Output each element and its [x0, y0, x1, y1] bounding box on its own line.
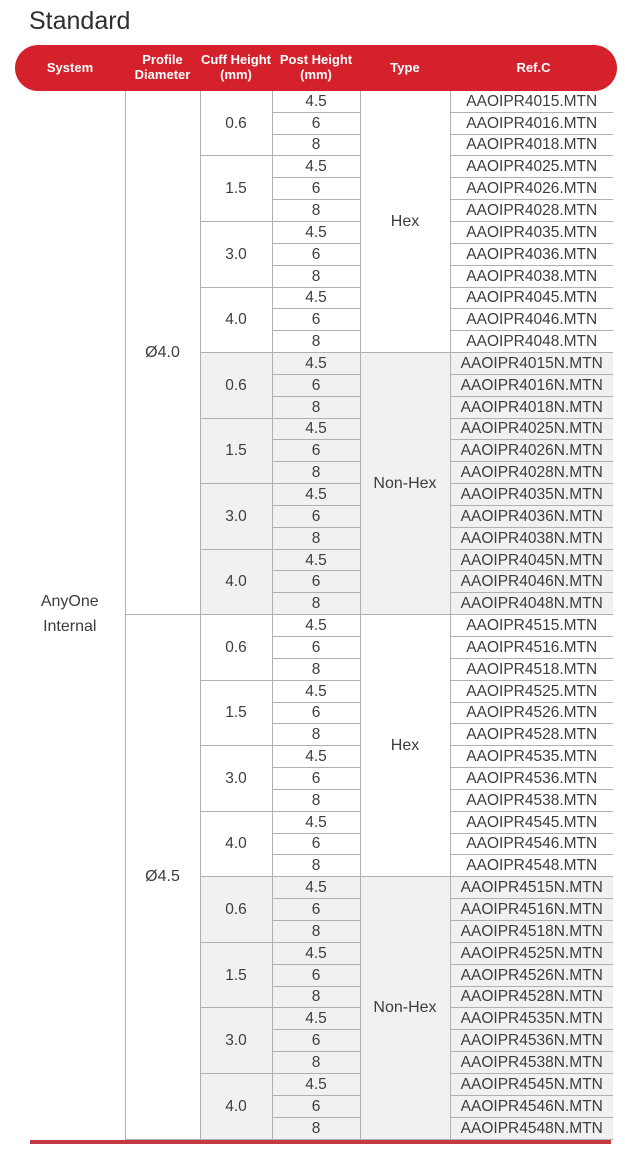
post-height-cell: 8: [272, 527, 360, 549]
system-cell: AnyOne Internal: [40, 593, 99, 636]
post-height-cell: 8: [272, 593, 360, 615]
ref-code-cell: AAOIPR4515N.MTN: [450, 877, 613, 899]
column-header-post-height: Post Height (mm): [279, 52, 353, 82]
post-height-cell: 6: [272, 768, 360, 790]
post-height-cell: 8: [272, 986, 360, 1008]
post-height-cell: 4.5: [272, 811, 360, 833]
cuff-height-cell: 3.0: [200, 221, 272, 287]
cuff-height-cell: 1.5: [200, 680, 272, 746]
type-cell: Hex: [360, 615, 450, 877]
ref-code-cell: AAOIPR4518.MTN: [450, 658, 613, 680]
ref-code-cell: AAOIPR4015.MTN: [450, 91, 613, 112]
post-height-cell: 6: [272, 899, 360, 921]
table-header-row: [15, 45, 617, 91]
catalog-table-body: [15, 91, 613, 1140]
ref-code-cell: AAOIPR4526.MTN: [450, 702, 613, 724]
ref-code-cell: AAOIPR4535N.MTN: [450, 1008, 613, 1030]
ref-code-cell: AAOIPR4035.MTN: [450, 221, 613, 243]
ref-code-cell: AAOIPR4515.MTN: [450, 615, 613, 637]
post-height-cell: 6: [272, 571, 360, 593]
ref-code-cell: AAOIPR4025N.MTN: [450, 418, 613, 440]
ref-code-cell: AAOIPR4536N.MTN: [450, 1030, 613, 1052]
ref-code-cell: AAOIPR4016.MTN: [450, 112, 613, 134]
post-height-cell: 4.5: [272, 287, 360, 309]
ref-code-cell: AAOIPR4546.MTN: [450, 833, 613, 855]
page-title: Standard: [29, 7, 131, 35]
post-height-cell: 8: [272, 658, 360, 680]
post-height-cell: 8: [272, 920, 360, 942]
ref-code-cell: AAOIPR4018N.MTN: [450, 396, 613, 418]
cuff-height-cell: 4.0: [200, 1073, 272, 1139]
ref-code-cell: AAOIPR4045.MTN: [450, 287, 613, 309]
cuff-height-cell: 1.5: [200, 418, 272, 484]
post-height-cell: 8: [272, 134, 360, 156]
post-height-cell: 4.5: [272, 91, 360, 112]
post-height-cell: 6: [272, 374, 360, 396]
ref-code-cell: AAOIPR4035N.MTN: [450, 484, 613, 506]
table-row: [15, 91, 613, 112]
type-cell: Non-Hex: [360, 877, 450, 1140]
post-height-cell: 6: [272, 964, 360, 986]
ref-code-cell: AAOIPR4048N.MTN: [450, 593, 613, 615]
post-height-cell: 4.5: [272, 877, 360, 899]
post-height-cell: 4.5: [272, 156, 360, 178]
ref-code-cell: AAOIPR4518N.MTN: [450, 920, 613, 942]
ref-code-cell: AAOIPR4038N.MTN: [450, 527, 613, 549]
cuff-height-cell: 4.0: [200, 549, 272, 615]
post-height-cell: 8: [272, 789, 360, 811]
ref-code-cell: AAOIPR4015N.MTN: [450, 353, 613, 375]
cuff-height-cell: 4.0: [200, 287, 272, 353]
ref-code-cell: AAOIPR4018.MTN: [450, 134, 613, 156]
ref-code-cell: AAOIPR4528.MTN: [450, 724, 613, 746]
post-height-cell: 6: [272, 440, 360, 462]
cuff-height-cell: 0.6: [200, 353, 272, 419]
cuff-height-cell: 4.0: [200, 811, 272, 877]
post-height-cell: 8: [272, 462, 360, 484]
post-height-cell: 6: [272, 243, 360, 265]
ref-code-cell: AAOIPR4016N.MTN: [450, 374, 613, 396]
ref-code-cell: AAOIPR4536.MTN: [450, 768, 613, 790]
post-height-cell: 4.5: [272, 680, 360, 702]
ref-code-cell: AAOIPR4516.MTN: [450, 637, 613, 659]
cuff-height-cell: 3.0: [200, 1008, 272, 1074]
post-height-cell: 4.5: [272, 942, 360, 964]
column-header-profile-diameter: Profile Diameter: [134, 52, 191, 82]
post-height-cell: 6: [272, 178, 360, 200]
ref-code-cell: AAOIPR4538.MTN: [450, 789, 613, 811]
ref-code-cell: AAOIPR4526N.MTN: [450, 964, 613, 986]
ref-code-cell: AAOIPR4028.MTN: [450, 200, 613, 222]
ref-code-cell: AAOIPR4038.MTN: [450, 265, 613, 287]
ref-code-cell: AAOIPR4036.MTN: [450, 243, 613, 265]
ref-code-cell: AAOIPR4535.MTN: [450, 746, 613, 768]
ref-code-cell: AAOIPR4046N.MTN: [450, 571, 613, 593]
post-height-cell: 8: [272, 855, 360, 877]
ref-code-cell: AAOIPR4048.MTN: [450, 331, 613, 353]
post-height-cell: 8: [272, 1052, 360, 1074]
ref-code-cell: AAOIPR4026.MTN: [450, 178, 613, 200]
diameter-cell: Ø4.0: [125, 91, 200, 615]
cuff-height-cell: 3.0: [200, 746, 272, 812]
diameter-cell: Ø4.5: [125, 615, 200, 1140]
column-header-cuff-height: Cuff Height (mm): [200, 52, 272, 82]
ref-code-cell: AAOIPR4028N.MTN: [450, 462, 613, 484]
column-header-type: Type: [390, 59, 420, 75]
cuff-height-cell: 1.5: [200, 942, 272, 1008]
ref-code-cell: AAOIPR4525.MTN: [450, 680, 613, 702]
column-header-ref: Ref.C: [516, 59, 551, 75]
post-height-cell: 8: [272, 331, 360, 353]
ref-code-cell: AAOIPR4045N.MTN: [450, 549, 613, 571]
type-cell: Non-Hex: [360, 353, 450, 615]
post-height-cell: 4.5: [272, 418, 360, 440]
column-header-system: System: [46, 59, 94, 75]
ref-code-cell: AAOIPR4046.MTN: [450, 309, 613, 331]
cuff-height-cell: 1.5: [200, 156, 272, 222]
ref-code-cell: AAOIPR4525N.MTN: [450, 942, 613, 964]
cuff-height-cell: 0.6: [200, 615, 272, 681]
post-height-cell: 6: [272, 112, 360, 134]
ref-code-cell: AAOIPR4546N.MTN: [450, 1095, 613, 1117]
ref-code-cell: AAOIPR4025.MTN: [450, 156, 613, 178]
post-height-cell: 6: [272, 1030, 360, 1052]
post-height-cell: 8: [272, 396, 360, 418]
bottom-rule: [30, 1140, 611, 1144]
post-height-cell: 8: [272, 724, 360, 746]
post-height-cell: 6: [272, 833, 360, 855]
ref-code-cell: AAOIPR4036N.MTN: [450, 505, 613, 527]
catalog-table: [15, 91, 613, 1140]
cuff-height-cell: 0.6: [200, 877, 272, 943]
post-height-cell: 6: [272, 1095, 360, 1117]
post-height-cell: 4.5: [272, 1008, 360, 1030]
post-height-cell: 6: [272, 702, 360, 724]
post-height-cell: 8: [272, 265, 360, 287]
ref-code-cell: AAOIPR4528N.MTN: [450, 986, 613, 1008]
post-height-cell: 8: [272, 200, 360, 222]
ref-code-cell: AAOIPR4026N.MTN: [450, 440, 613, 462]
ref-code-cell: AAOIPR4545.MTN: [450, 811, 613, 833]
ref-code-cell: AAOIPR4516N.MTN: [450, 899, 613, 921]
post-height-cell: 4.5: [272, 1073, 360, 1095]
post-height-cell: 6: [272, 505, 360, 527]
post-height-cell: 6: [272, 637, 360, 659]
post-height-cell: 4.5: [272, 353, 360, 375]
type-cell: Hex: [360, 91, 450, 353]
ref-code-cell: AAOIPR4548N.MTN: [450, 1117, 613, 1139]
ref-code-cell: AAOIPR4545N.MTN: [450, 1073, 613, 1095]
cuff-height-cell: 3.0: [200, 484, 272, 550]
post-height-cell: 6: [272, 309, 360, 331]
cuff-height-cell: 0.6: [200, 91, 272, 156]
post-height-cell: 4.5: [272, 221, 360, 243]
post-height-cell: 4.5: [272, 615, 360, 637]
post-height-cell: 4.5: [272, 549, 360, 571]
post-height-cell: 4.5: [272, 746, 360, 768]
post-height-cell: 8: [272, 1117, 360, 1139]
post-height-cell: 4.5: [272, 484, 360, 506]
ref-code-cell: AAOIPR4548.MTN: [450, 855, 613, 877]
ref-code-cell: AAOIPR4538N.MTN: [450, 1052, 613, 1074]
